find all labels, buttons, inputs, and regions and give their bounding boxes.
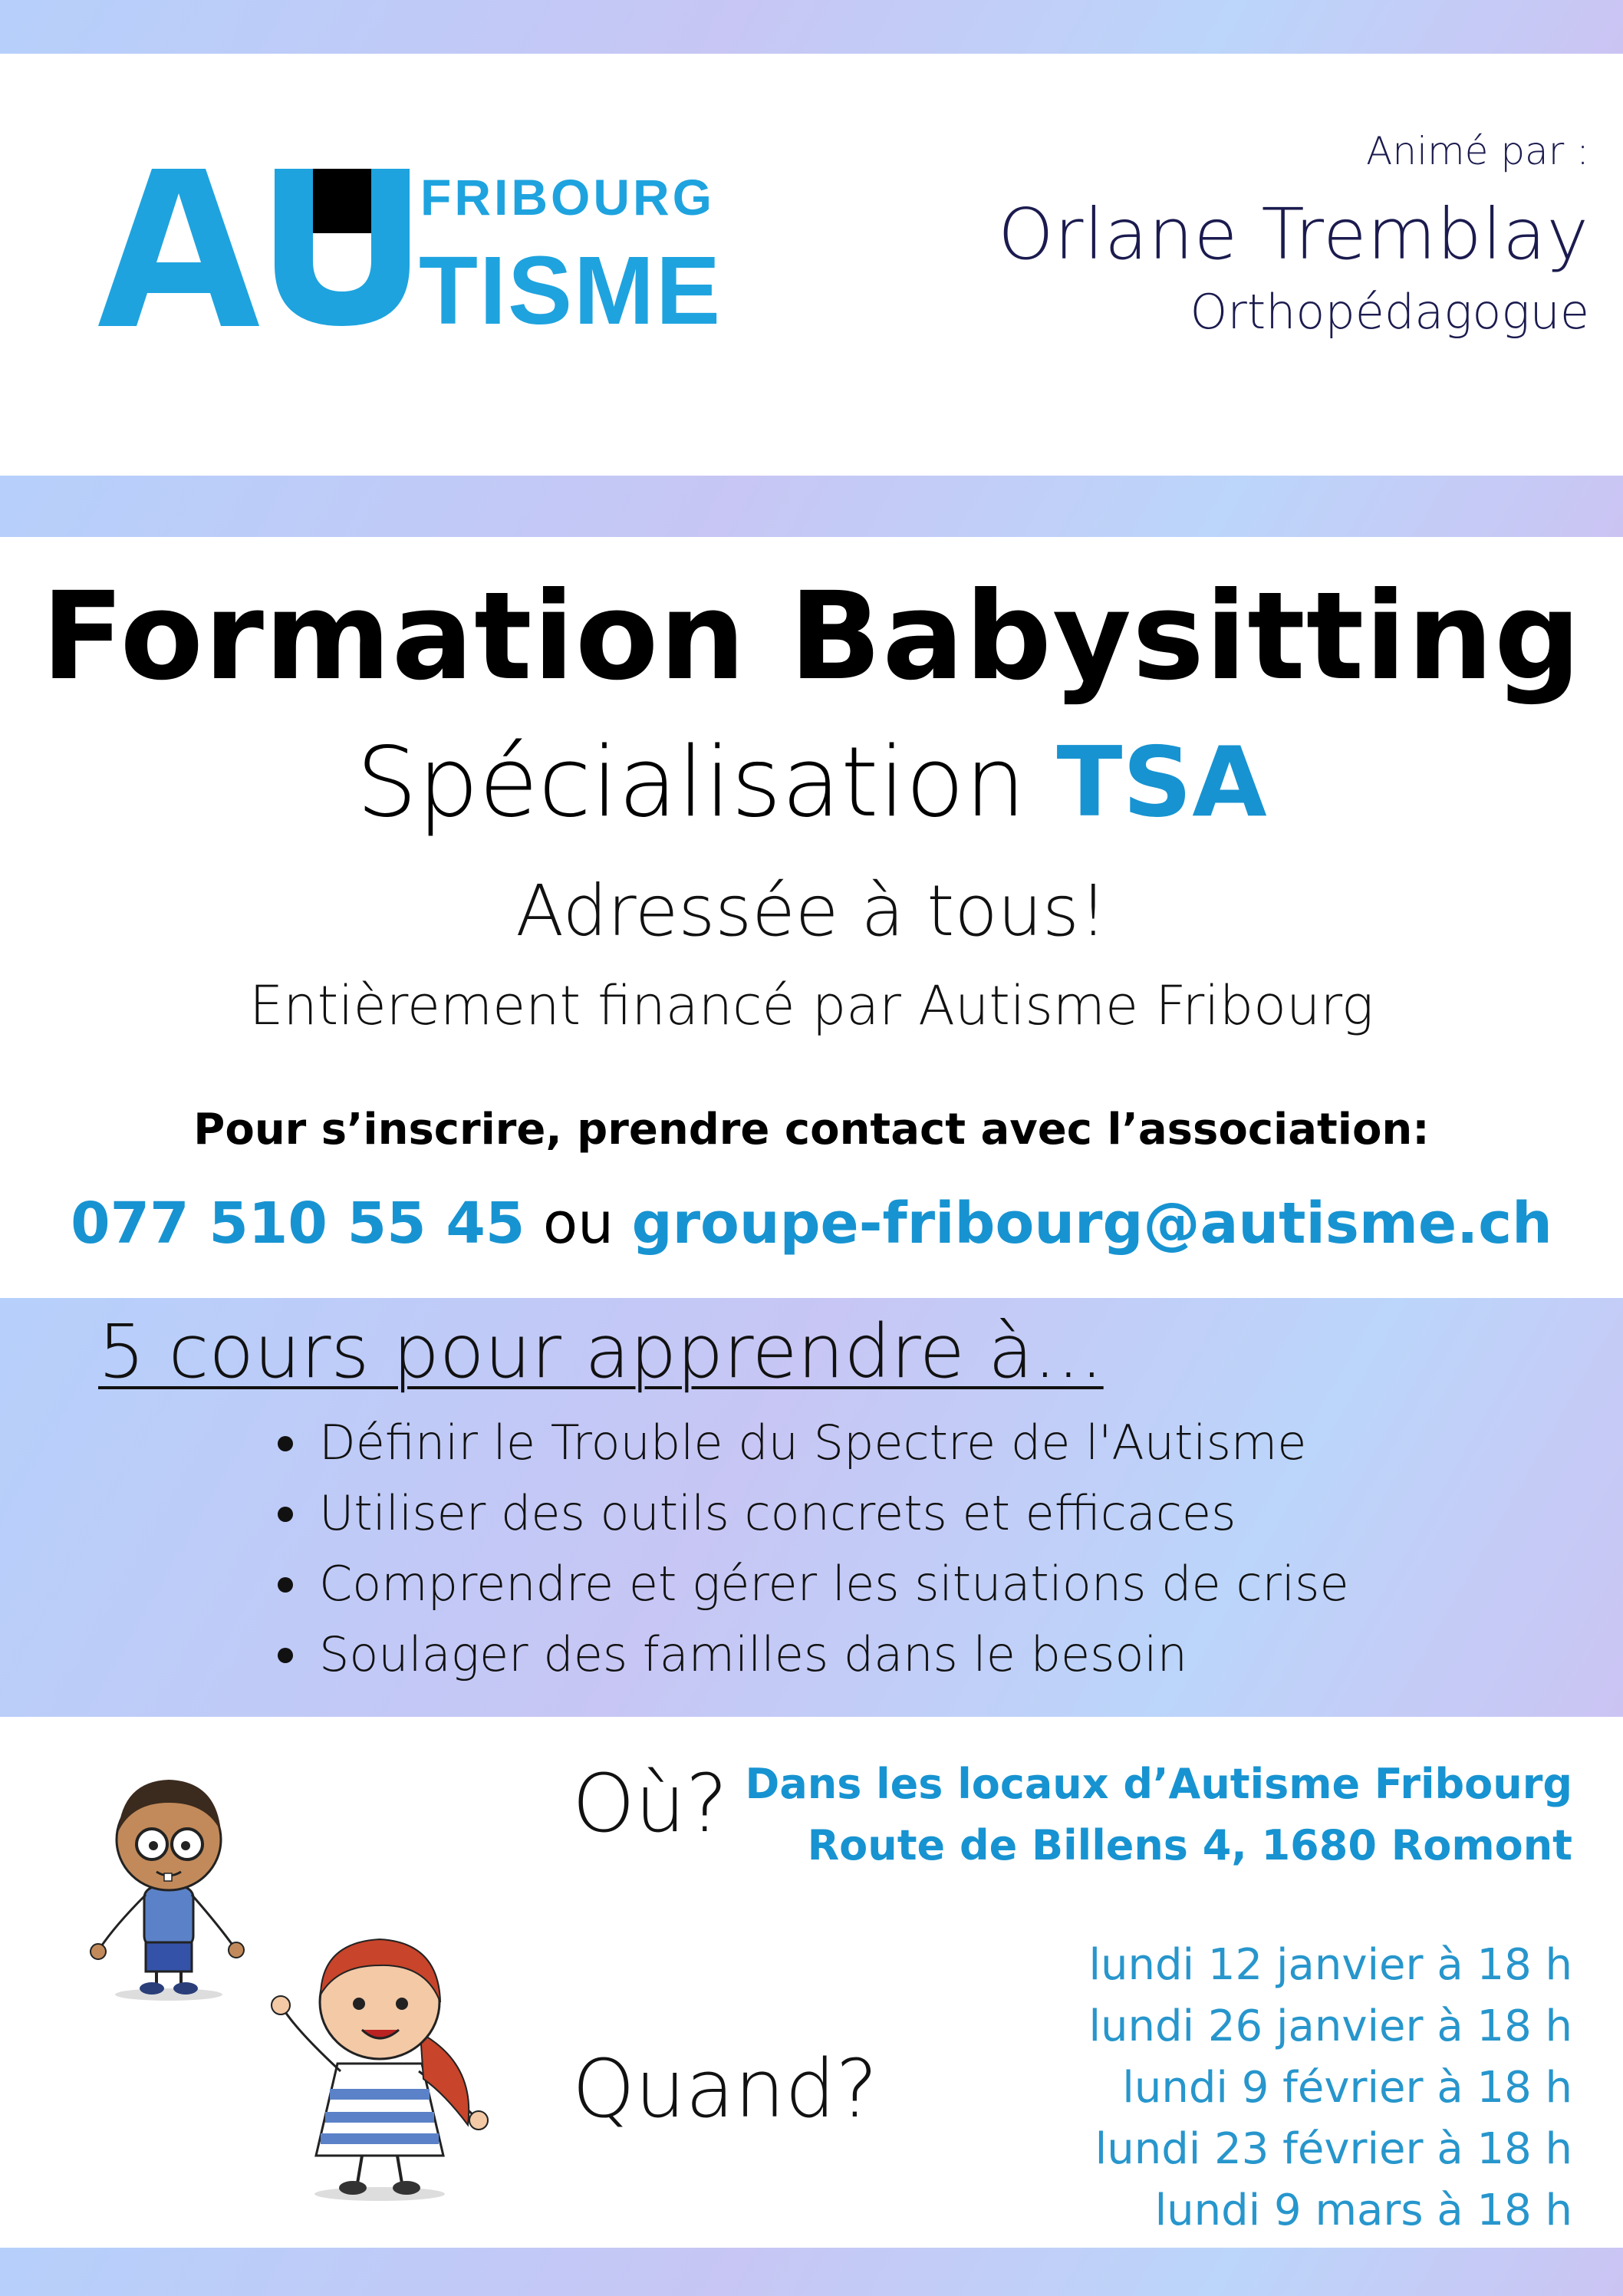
animator-role: Orthopédagogue [1190, 284, 1589, 340]
logo-fribourg-text: FRIBOURG [420, 169, 715, 226]
phone-number[interactable]: 077 510 55 45 [71, 1191, 525, 1257]
when-label: Quand? [572, 2042, 878, 2136]
two-children-illustration [77, 1741, 506, 2217]
list-item: Définir le Trouble du Spectre de l'Autisme [273, 1413, 1349, 1484]
animated-by-label: Animé par : [1366, 129, 1589, 173]
date-item: lundi 9 février à 18 h [1122, 2063, 1572, 2113]
location-line: Dans les locaux d’Autisme Fribourg [745, 1760, 1572, 1808]
subtitle [0, 726, 1623, 838]
dates-list [729, 1935, 1572, 2242]
logo-tisme-text: TISME [419, 236, 723, 338]
date-item: lundi 26 janvier à 18 h [1088, 2001, 1572, 2051]
courses-list [273, 1413, 1349, 1695]
subtitle-prefix: Spécialisation [356, 726, 1026, 838]
date-item: lundi 12 janvier à 18 h [1088, 1940, 1572, 1990]
decorative-band-top [0, 0, 1623, 54]
contact-line [0, 1191, 1623, 1257]
animator-name: Orlane Tremblay [998, 193, 1589, 275]
list-item: Utiliser des outils concrets et efficaces [273, 1484, 1349, 1554]
audience-text: Adressée à tous! [515, 870, 1108, 952]
date-item: lundi 9 mars à 18 h [1154, 2186, 1572, 2235]
email-link[interactable]: groupe-fribourg@autisme.ch [631, 1191, 1552, 1257]
list-item: Comprendre et gérer les situations de crise [273, 1554, 1349, 1625]
list-item: Soulager des familles dans le besoin [273, 1625, 1349, 1695]
address-line: Route de Billens 4, 1680 Romont [807, 1821, 1572, 1869]
register-prompt: Pour s’inscrire, prendre contact avec l’association: [193, 1105, 1430, 1155]
decorative-band [0, 476, 1623, 537]
or-word: ou [542, 1191, 614, 1257]
page-title: Formation Babysitting [41, 566, 1582, 707]
courses-heading: 5 cours pour apprendre à... [98, 1309, 1104, 1395]
subtitle-accent: TSA [1056, 726, 1267, 838]
autisme-fribourg-logo [98, 161, 742, 338]
date-item: lundi 23 février à 18 h [1095, 2124, 1572, 2174]
decorative-band-bottom [0, 2248, 1623, 2296]
funding-text: Entièrement financé par Autisme Fribourg [249, 974, 1374, 1037]
location-address [729, 1754, 1572, 1876]
where-label: Où? [572, 1757, 728, 1850]
